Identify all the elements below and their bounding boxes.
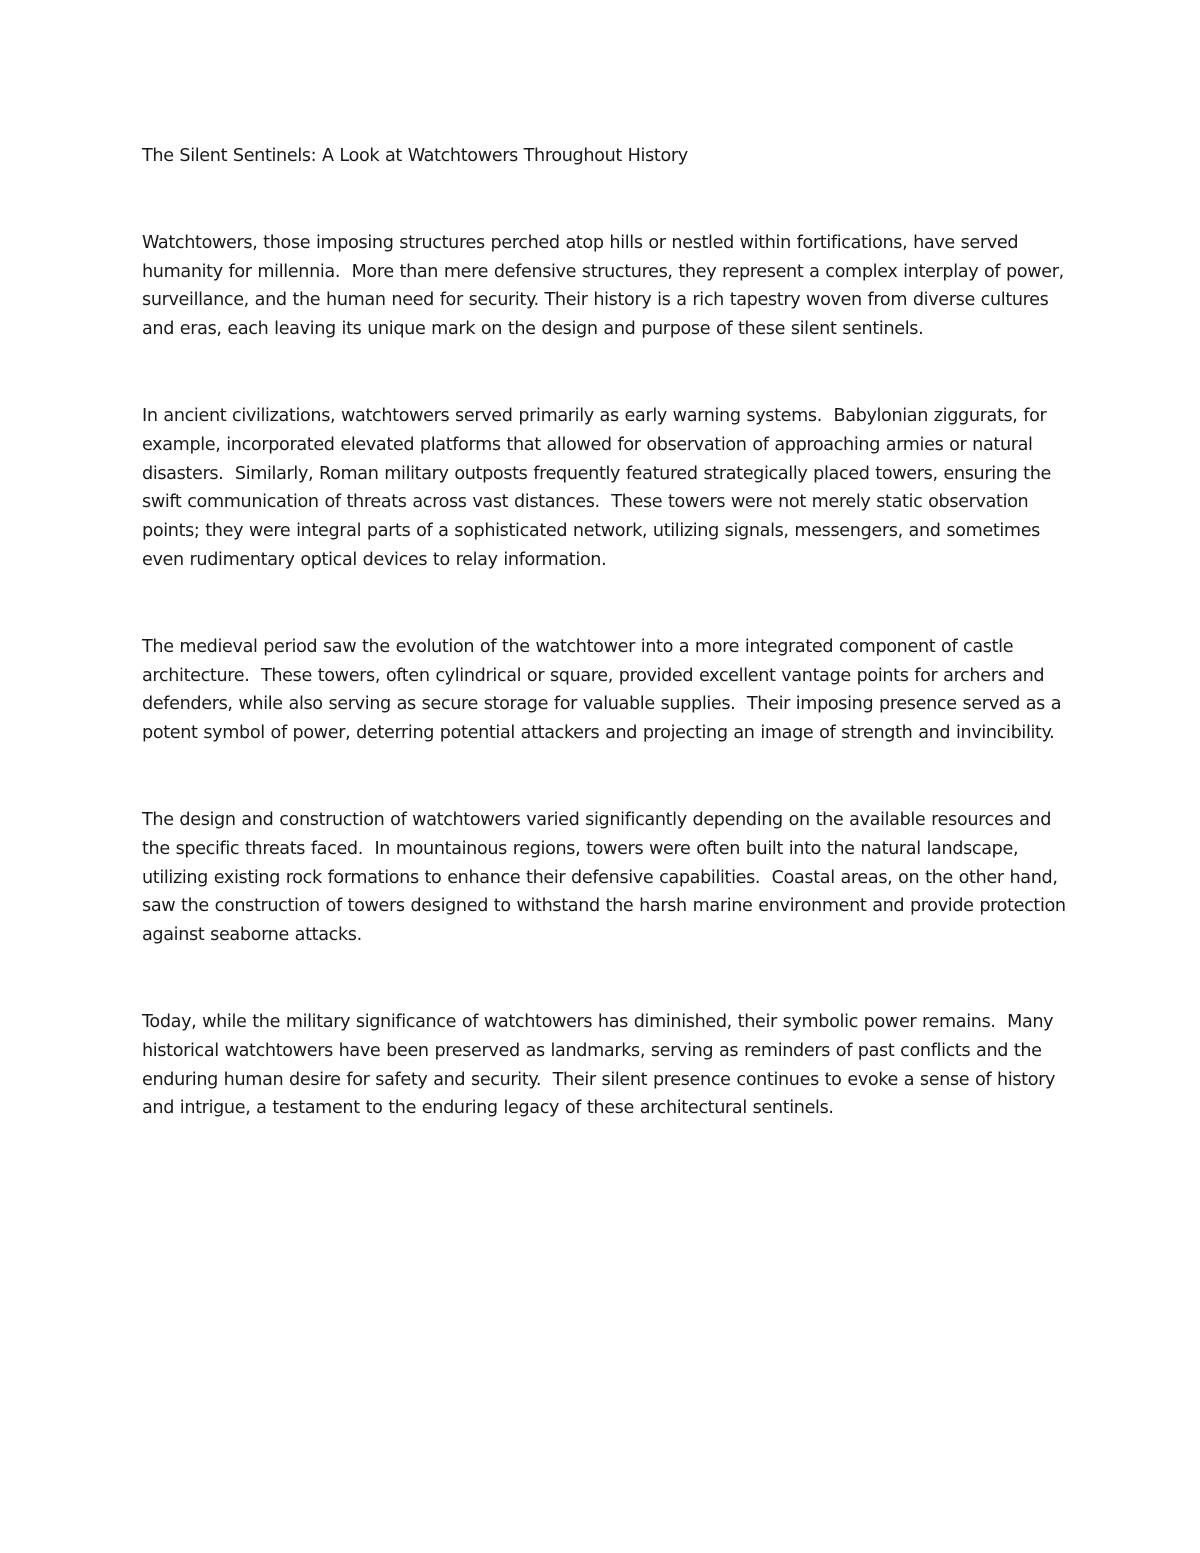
spacer: [142, 344, 1072, 402]
paragraph-ancient: In ancient civilizations, watchtowers served primarily as early warning systems. Babylonian ziggurats, for example, incorporated elevated platforms that allowed for observation of approaching armies or natural disasters. Similarly, Roman military outposts frequently featured strategically placed towers, ensuring the swift communication of threats across vast distances. These towers were not merely static observation points; they were integral parts of a sophisticated network, utilizing signals, messengers, and sometimes even rudimentary optical devices to relay information.: [142, 405, 1057, 570]
spacer: [142, 171, 1072, 229]
document-title: The Silent Sentinels: A Look at Watchtowers Throughout History: [142, 146, 688, 166]
spacer: [142, 748, 1072, 806]
paragraph-medieval: The medieval period saw the evolution of the watchtower into a more integrated component of castle architecture. These towers, often cylindrical or square, provided excellent vantage points for archers and defenders, while also serving as secure storage for valuable supplies. Their imposing presence served as a potent symbol of power, deterring potential attackers and projecting an image of strength and invincibility.: [142, 636, 1067, 744]
paragraph-today: Today, while the military significance of watchtowers has diminished, their symbolic power remains. Many historical watchtowers have been preserved as landmarks, serving as reminders of past conflicts and the enduring human desire for safety and security. Their silent presence continues to evoke a sense of history and intrigue, a testament to the enduring legacy of these architectural sentinels.: [142, 1011, 1061, 1119]
spacer: [142, 575, 1072, 633]
paragraph-design: The design and construction of watchtowers varied significantly depending on the available resources and the specific threats faced. In mountainous regions, towers were often built into the natural landscape, utilizing existing rock formations to enhance their defensive capabilities. Coastal areas, on the other hand, saw the construction of towers designed to withstand the harsh marine environment and provide protection against seaborne attacks.: [142, 809, 1072, 946]
spacer: [142, 950, 1072, 1008]
paragraph-intro: Watchtowers, those imposing structures perched atop hills or nestled within fortifications, have served humanity for millennia. More than mere defensive structures, they represent a complex interplay of power, surveillance, and the human need for security. Their history is a rich tapestry woven from diverse cultures and eras, each leaving its unique mark on the design and purpose of these silent sentinels.: [142, 232, 1070, 340]
document-body: [142, 142, 1072, 1123]
